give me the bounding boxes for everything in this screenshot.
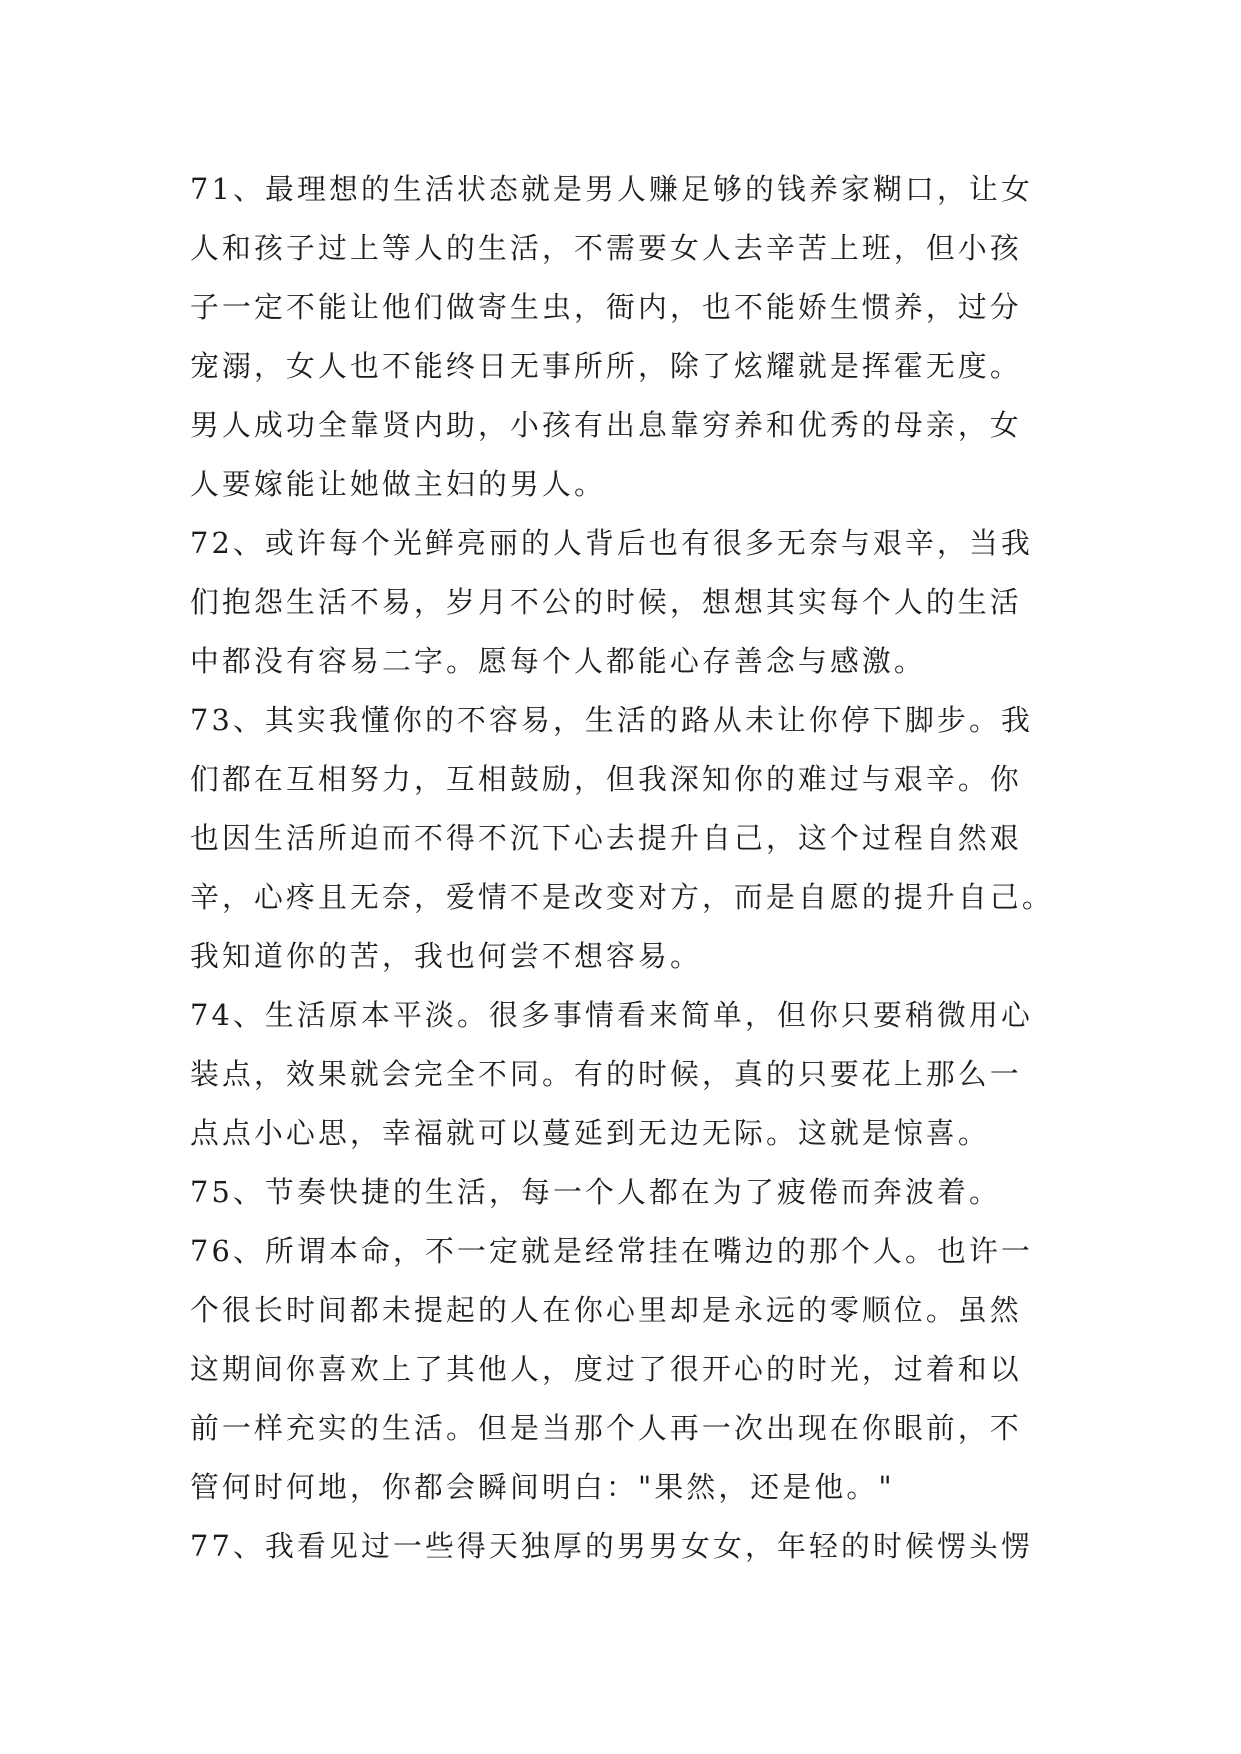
text-line: 人和孩子过上等人的生活，不需要女人去辛苦上班，但小孩 (190, 231, 1022, 265)
text-line: 点点小心思，幸福就可以蔓延到无边无际。这就是惊喜。 (190, 1116, 990, 1150)
text-line: 个很长时间都未提起的人在你心里却是永远的零顺位。虽然 (190, 1293, 1022, 1327)
text-line: 装点，效果就会完全不同。有的时候，真的只要花上那么一 (190, 1057, 1022, 1091)
text-line: 管何时何地，你都会瞬间明白："果然，还是他。" (190, 1470, 895, 1504)
text-line: 72、或许每个光鲜亮丽的人背后也有很多无奈与艰辛，当我 (190, 526, 1033, 560)
text-line: 77、我看见过一些得天独厚的男男女女，年轻的时候愣头愣 (190, 1529, 1033, 1563)
text-line: 宠溺，女人也不能终日无事所所，除了炫耀就是挥霍无度。 (190, 349, 1022, 383)
text-line: 中都没有容易二字。愿每个人都能心存善念与感激。 (190, 644, 926, 678)
text-line: 们都在互相努力，互相鼓励，但我深知你的难过与艰辛。你 (190, 762, 1022, 796)
text-line: 人要嫁能让她做主妇的男人。 (190, 467, 606, 501)
text-line: 也因生活所迫而不得不沉下心去提升自己，这个过程自然艰 (190, 821, 1022, 855)
text-line: 们抱怨生活不易，岁月不公的时候，想想其实每个人的生活 (190, 585, 1022, 619)
text-line: 子一定不能让他们做寄生虫，衙内，也不能娇生惯养，过分 (190, 290, 1022, 324)
text-line: 74、生活原本平淡。很多事情看来简单，但你只要稍微用心 (190, 998, 1033, 1032)
text-line: 男人成功全靠贤内助，小孩有出息靠穷养和优秀的母亲，女 (190, 408, 1022, 442)
text-line: 这期间你喜欢上了其他人，度过了很开心的时光，过着和以 (190, 1352, 1022, 1386)
text-line: 我知道你的苦，我也何尝不想容易。 (190, 939, 702, 973)
document-body (190, 160, 1070, 1576)
text-line: 71、最理想的生活状态就是男人赚足够的钱养家糊口，让女 (190, 172, 1033, 206)
text-line: 73、其实我懂你的不容易，生活的路从未让你停下脚步。我 (190, 703, 1033, 737)
text-line: 辛，心疼且无奈，爱情不是改变对方，而是自愿的提升自己。 (190, 880, 1054, 914)
text-line: 76、所谓本命，不一定就是经常挂在嘴边的那个人。也许一 (190, 1234, 1033, 1268)
text-line: 75、节奏快捷的生活，每一个人都在为了疲倦而奔波着。 (190, 1175, 1001, 1209)
text-line: 前一样充实的生活。但是当那个人再一次出现在你眼前，不 (190, 1411, 1022, 1445)
